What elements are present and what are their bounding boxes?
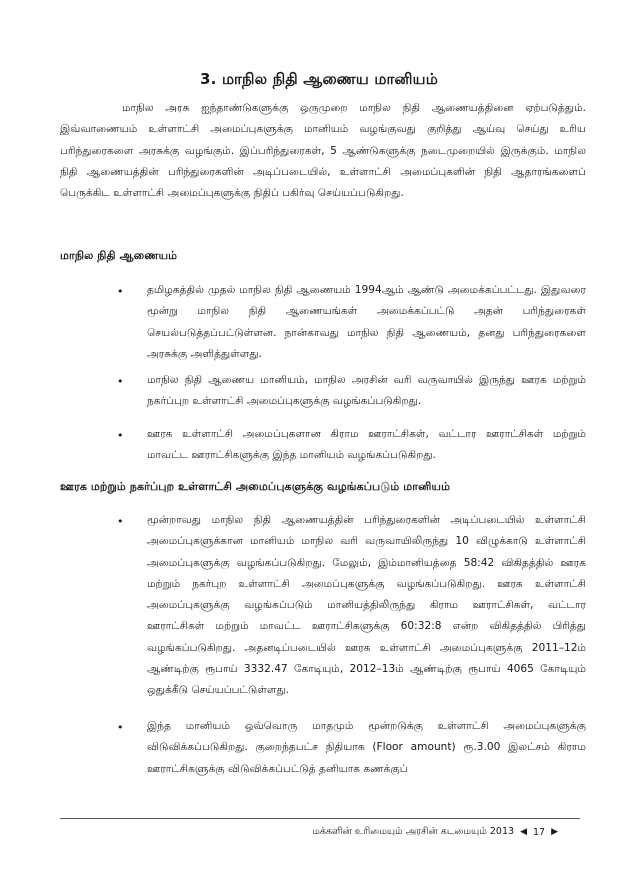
bullet-icon: • [117,515,124,528]
page-number: 17 [532,826,546,838]
list-item: மாநில நிதி ஆணைய மானியம், மாநில அரசின் வரி வருவாயில் இருந்து ஊரக மற்றும் நகர்ப்புற உள்ளாட்சி அமைப்புகளுக்கு வழங்கப்படுகிறது. [147,374,586,408]
list-item: ஊரக உள்ளாட்சி அமைப்புகளான கிராம ஊராட்சிகள், வட்டார ஊராட்சிகள் மற்றும் மாவட்ட ஊராட்சிகளுக்கு இந்த மானியம் வழங்கப்படுகிறது. [147,428,586,462]
bullet-icon: • [117,429,124,442]
section-heading-grant-allocation: ஊரக மற்றும் நகர்ப்புற உள்ளாட்சி அமைப்புகளுக்கு வழங்கப்படும் மானியம் [60,480,451,493]
bullet-icon: • [117,285,124,298]
bullet-icon: • [117,721,124,734]
next-page-icon: ▶ [551,827,558,837]
intro-paragraph: மாநில அரசு ஐந்தாண்டுகளுக்கு ஒருமுறை மாநில நிதி ஆணையத்தினை ஏற்படுத்தும். இவ்வாணையம் உள்ளாட்சி அமைப்புகளுக்கு மானியம் வழங்குவது குறித்து ஆய்வு செய்து உரிய பரிந்துரைகளை அரசுக்கு வழங்கும். இப்பரிந்துரைகள், 5 ஆண்டுகளுக்கு நடைமுறையில் இருக்கும். மாநில நிதி ஆணையத்தின் பரிந்துரைகளின் அடிப்படையில், உள்ளாட்சி அமைப்புகளின் நிதி ஆதாரங்களைப் பெருக்கிட உள்ளாட்சி அமைப்புகளுக்கு நிதிப் பகிர்வு செய்யப்படுகிறது. [60,102,586,200]
list-item: இந்த மானியம் ஒவ்வொரு மாதமும் மூன்றடுக்கு உள்ளாட்சி அமைப்புகளுக்கு விடுவிக்கப்படுகிறது. குறைந்தபட்ச நிதியாக (Floor amount) ரூ.3.00 இலட்சம் கிராம ஊராட்சிகளுக்கு விடுவிக்கப்பட்டுத் தனியாக கணக்குப் [147,720,586,775]
footer-divider [60,818,580,819]
page-footer [312,826,558,838]
prev-page-icon: ◀ [520,827,527,837]
list-item: மூன்றாவது மாநில நிதி ஆணையத்தின் பரிந்துரைகளின் அடிப்படையில் உள்ளாட்சி அமைப்புகளுக்கான மானியம் மாநில வரி வருவாயிலிருந்து 10 விழுக்காடு உள்ளாட்சி அமைப்புகளுக்கு வழங்கப்படுகிறது. மேலும், இம்மானியத்தை 58:42 விகிதத்தில் ஊரக மற்றும் நகர்புற உள்ளாட்சி அமைப்புகளுக்கு வழங்கப்படுகிறது. ஊரக உள்ளாட்சி அமைப்புகளுக்கு வழங்கப்படும் மானியத்திலிருந்து கிராம ஊராட்சிகள், வட்டார ஊராட்சிகள் மற்றும் மாவட்ட ஊராட்சிகளுக்கு 60:32:8 என்ற விகிதத்தில் பிரித்து வழங்கப்படுகிறது. அதனடிப்படையில் ஊரக உள்ளாட்சி அமைப்புகளுக்கு 2011–12ம் ஆண்டிற்கு ரூபாய் 3332.47 கோடியும், 2012–13ம் ஆண்டிற்கு ரூபாய் 4065 கோடியும் ஒதுக்கீடு செய்யப்பட்டுள்ளது. [147,514,586,697]
section-heading-state-finance-commission: மாநில நிதி ஆணையம் [60,249,178,262]
page-title: 3. மாநில நிதி ஆணைய மானியம் [199,70,438,88]
footer-title: மக்களின் உரிமையும் அரசின் கடமையும் 2013 [312,826,515,837]
bullet-icon: • [117,375,124,388]
list-item: தமிழகத்தில் முதல் மாநில நிதி ஆணையம் 1994ஆம் ஆண்டு அமைக்கப்பட்டது. இதுவரை மூன்று மாநில நிதி ஆணையங்கள் அமைக்கப்பட்டு அதன் பரிந்துரைகள் செயல்படுத்தப்பட்டுள்ளன. நான்காவது மாநில நிதி ஆணையம், தனது பரிந்துரைகளை அரசுக்கு அளித்துள்ளது. [147,284,586,360]
